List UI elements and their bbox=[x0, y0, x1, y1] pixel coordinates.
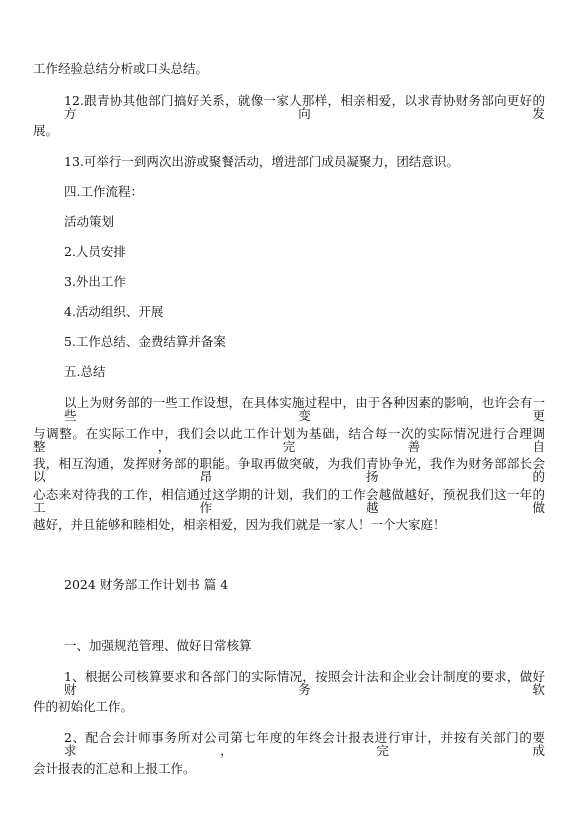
text-line-21: 2、配合会计师事务所对公司第七年度的年终会计报表进行审计，并按有关部门的要求，完成 bbox=[64, 730, 545, 758]
text-line-9: 4.活动组织、开展 bbox=[64, 304, 164, 319]
text-line-4: 13.可举行一到两次出游或聚餐活动，增进部门成员凝聚力，团结意识。 bbox=[64, 154, 459, 169]
section-heading-5: 五.总结 bbox=[64, 364, 106, 379]
text-line-2: 12.跟青协其他部门搞好关系，就像一家人那样，相亲相爱，以求青协财务部向更好的方向发 bbox=[64, 93, 545, 121]
text-line-6: 活动策划 bbox=[64, 214, 115, 229]
text-line-20: 件的初始化工作。 bbox=[33, 699, 134, 714]
text-line-15: 心态来对待我的工作，相信通过这学期的计划，我们的工作会越做越好，预祝我们这一年的工作越做 bbox=[33, 487, 545, 515]
text-line-3: 展。 bbox=[33, 123, 59, 138]
text-line-12: 以上为财务部的一些工作设想，在具体实施过程中，由于各种因素的影响，也许会有一些变更 bbox=[64, 395, 545, 423]
section-heading-1: 一、加强规范管理、做好日常核算 bbox=[64, 638, 252, 653]
text-line-8: 3.外出工作 bbox=[64, 274, 126, 289]
text-line-7: 2.人员安排 bbox=[64, 244, 126, 259]
text-line-13: 与调整。在实际工作中，我们会以此工作计划为基础，结合每一次的实际情况进行合理调整，完善自 bbox=[33, 426, 545, 454]
section-heading-4: 四.工作流程： bbox=[64, 184, 143, 199]
text-line-1: 工作经验总结分析或口头总结。 bbox=[33, 61, 209, 76]
text-line-16: 越好，并且能够和睦相处，相亲相爱，因为我们就是一家人！一个大家庭！ bbox=[33, 517, 446, 532]
text-line-14: 我，相互沟通，发挥财务部的职能。争取再做突破，为我们青协争光，我作为财务部部长会以昂扬的 bbox=[33, 456, 545, 484]
text-line-10: 5.工作总结、金费结算并备案 bbox=[64, 334, 226, 349]
article-title: 2024 财务部工作计划书 篇 4 bbox=[64, 577, 229, 592]
text-line-22: 会计报表的汇总和上报工作。 bbox=[33, 761, 196, 776]
text-line-19: 1、根据公司核算要求和各部门的实际情况，按照会计法和企业会计制度的要求，做好财务软 bbox=[64, 669, 545, 697]
